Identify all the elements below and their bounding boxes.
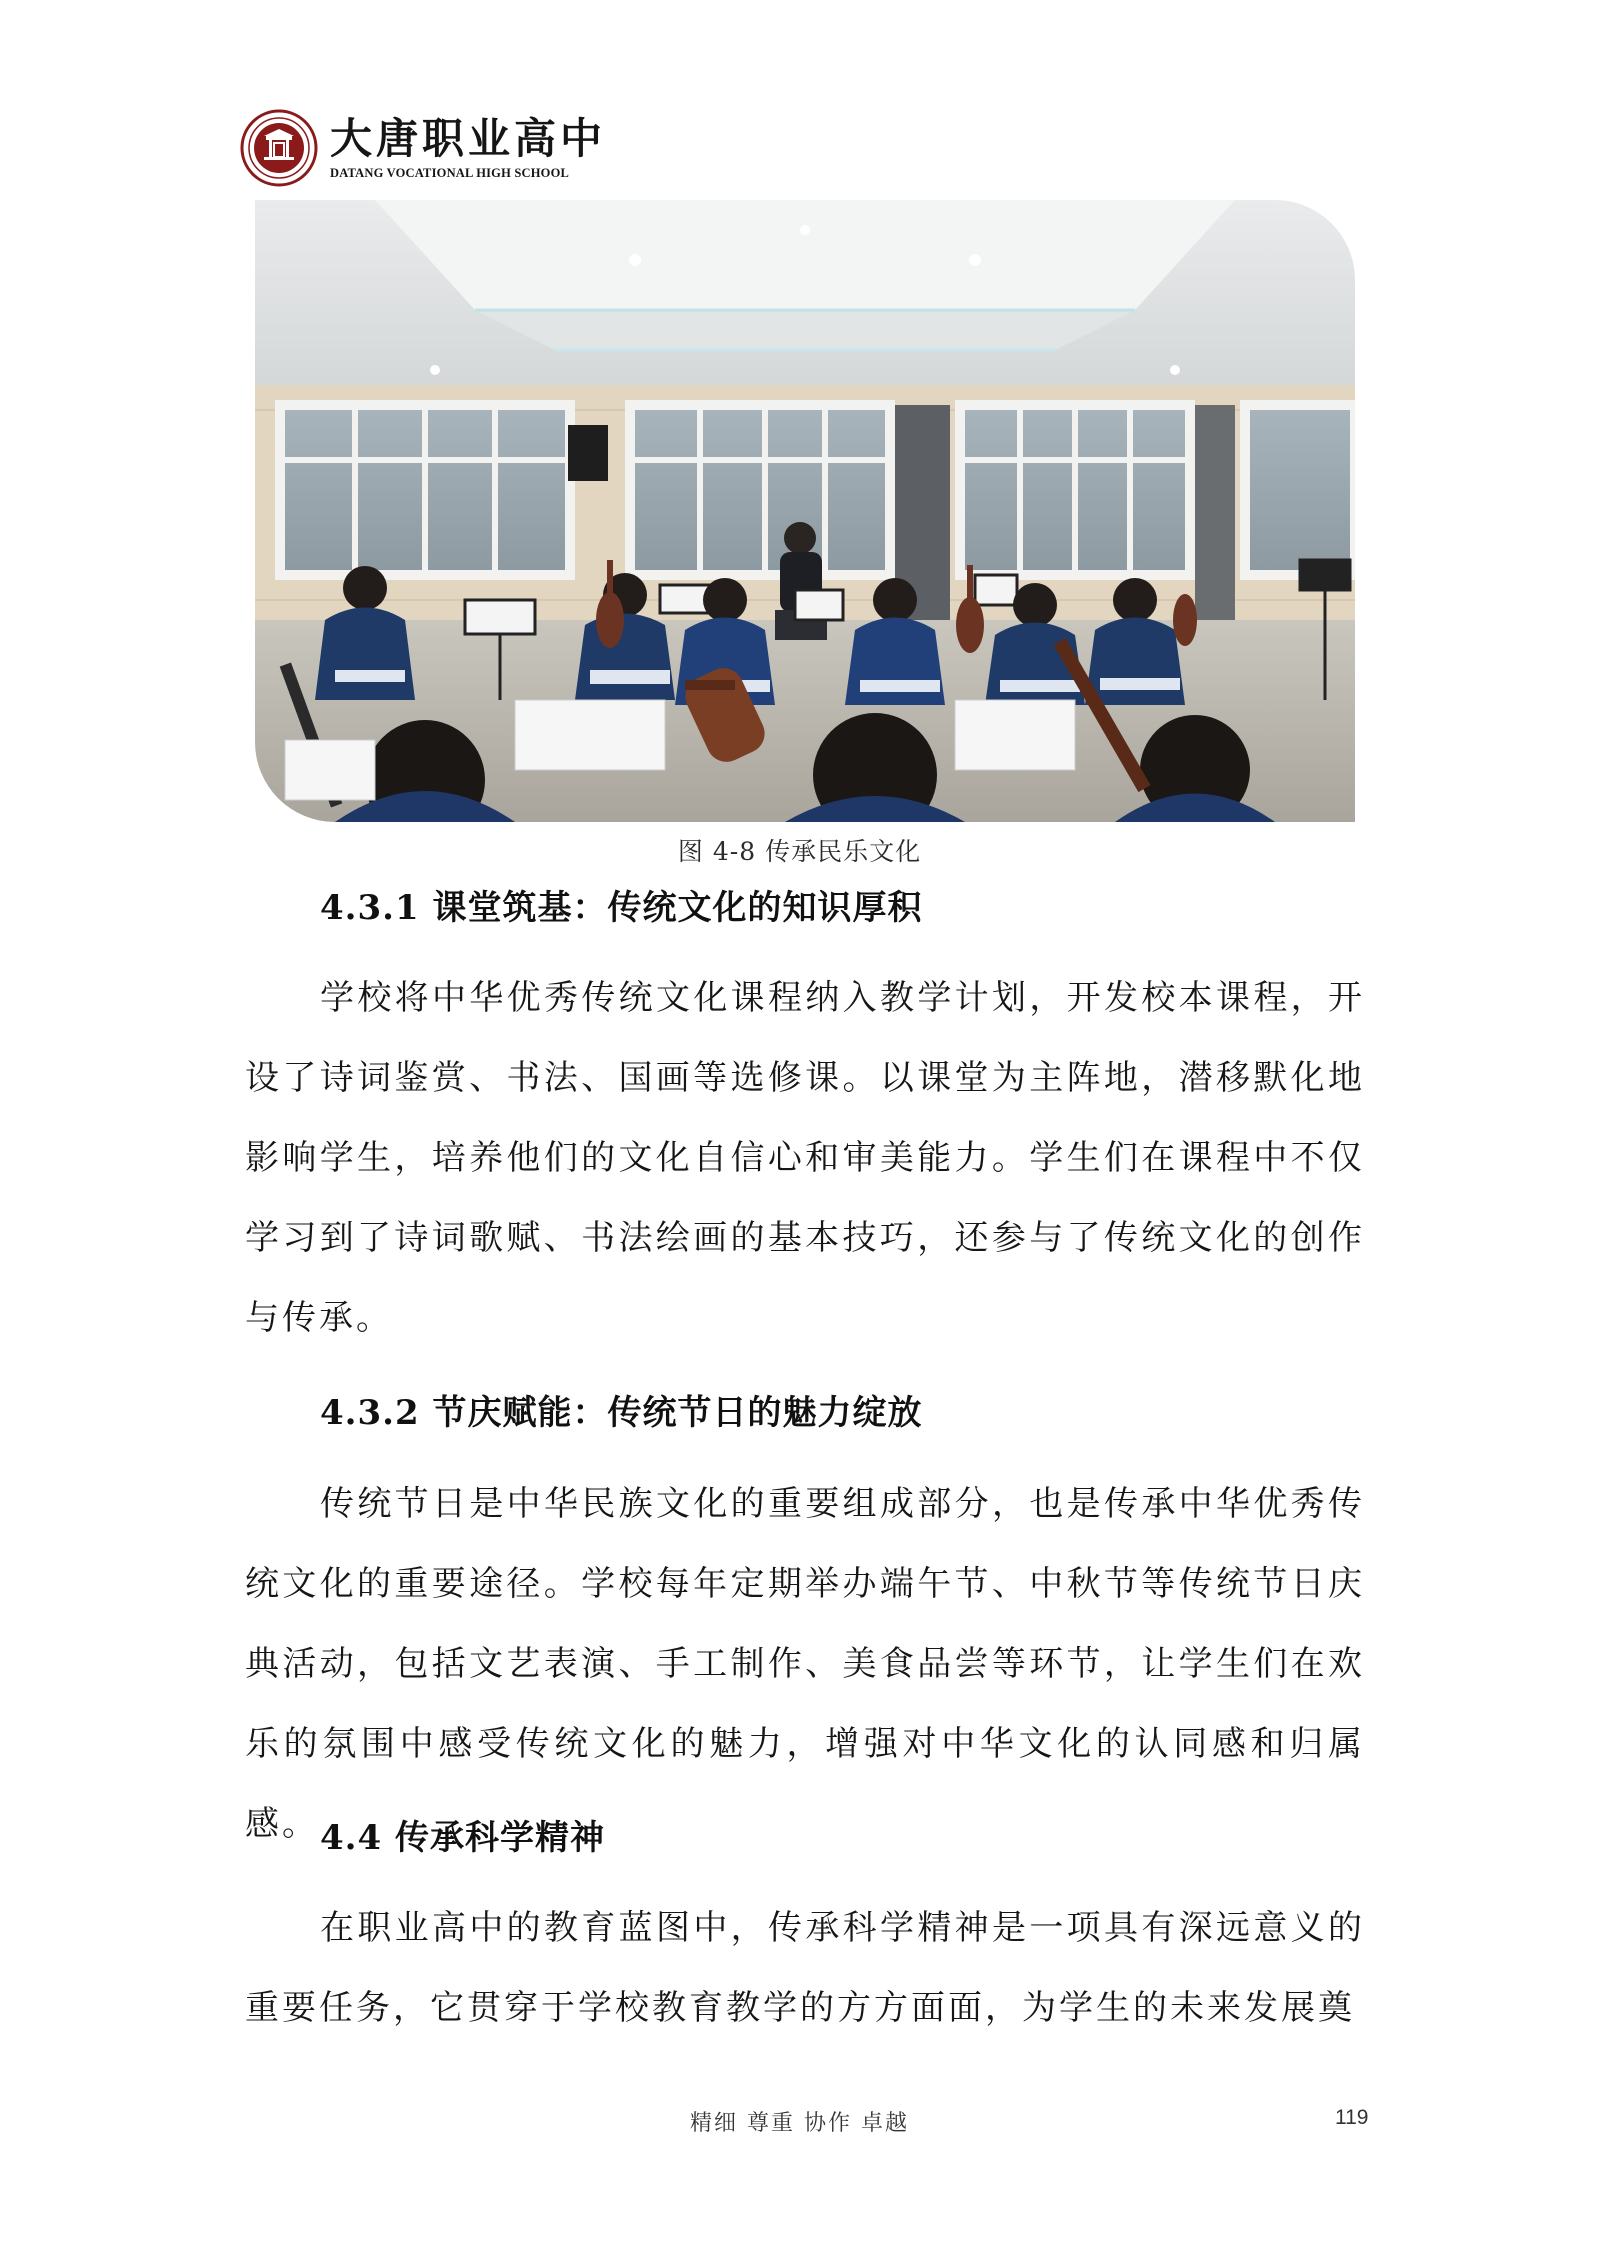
school-logo — [240, 108, 606, 188]
section-paragraph-4-3-1: 学校将中华优秀传统文化课程纳入教学计划，开发校本课程，开设了诗词鉴赏、书法、国画等选修课。以课堂为主阵地，潜移默化地影响学生，培养他们的文化自信心和审美能力。学生们在课程中不仅学习到了诗词歌赋、书法绘画的基本技巧，还参与了传统文化的创作与传承。 — [245, 978, 1365, 1338]
school-name-cn: 大唐职业高中 — [330, 114, 607, 163]
page-number: 119 — [1335, 2106, 1369, 2129]
section-heading-4-3-1: 4.3.1 课堂筑基：传统文化的知识厚积 — [320, 888, 923, 928]
school-name-en: DATANG VOCATIONAL HIGH SCHOOL — [330, 166, 570, 180]
school-seal-icon — [240, 109, 318, 187]
section-heading-4-4: 4.4 传承科学精神 — [320, 1818, 605, 1858]
section-heading-4-3-2: 4.3.2 节庆赋能：传统节日的魅力绽放 — [320, 1393, 923, 1433]
section-paragraph-4-3-2: 传统节日是中华民族文化的重要组成部分，也是传承中华优秀传统文化的重要途径。学校每年定期举办端午节、中秋节等传统节日庆典活动，包括文艺表演、手工制作、美食品尝等环节，让学生们在欢乐的氛围中感受传统文化的魅力，增强对中华文化的认同感和归属感。 — [245, 1484, 1365, 1844]
figure-caption: 图 4-8 传承民乐文化 — [677, 837, 922, 866]
figure-photo — [255, 200, 1355, 822]
footer-motto: 精细 尊重 协作 卓越 — [690, 2111, 909, 2136]
section-paragraph-4-4: 在职业高中的教育蓝图中，传承科学精神是一项具有深远意义的重要任务，它贯穿于学校教育教学的方方面面，为学生的未来发展奠 — [245, 1908, 1365, 2028]
classroom-orchestra-photo — [255, 200, 1355, 822]
